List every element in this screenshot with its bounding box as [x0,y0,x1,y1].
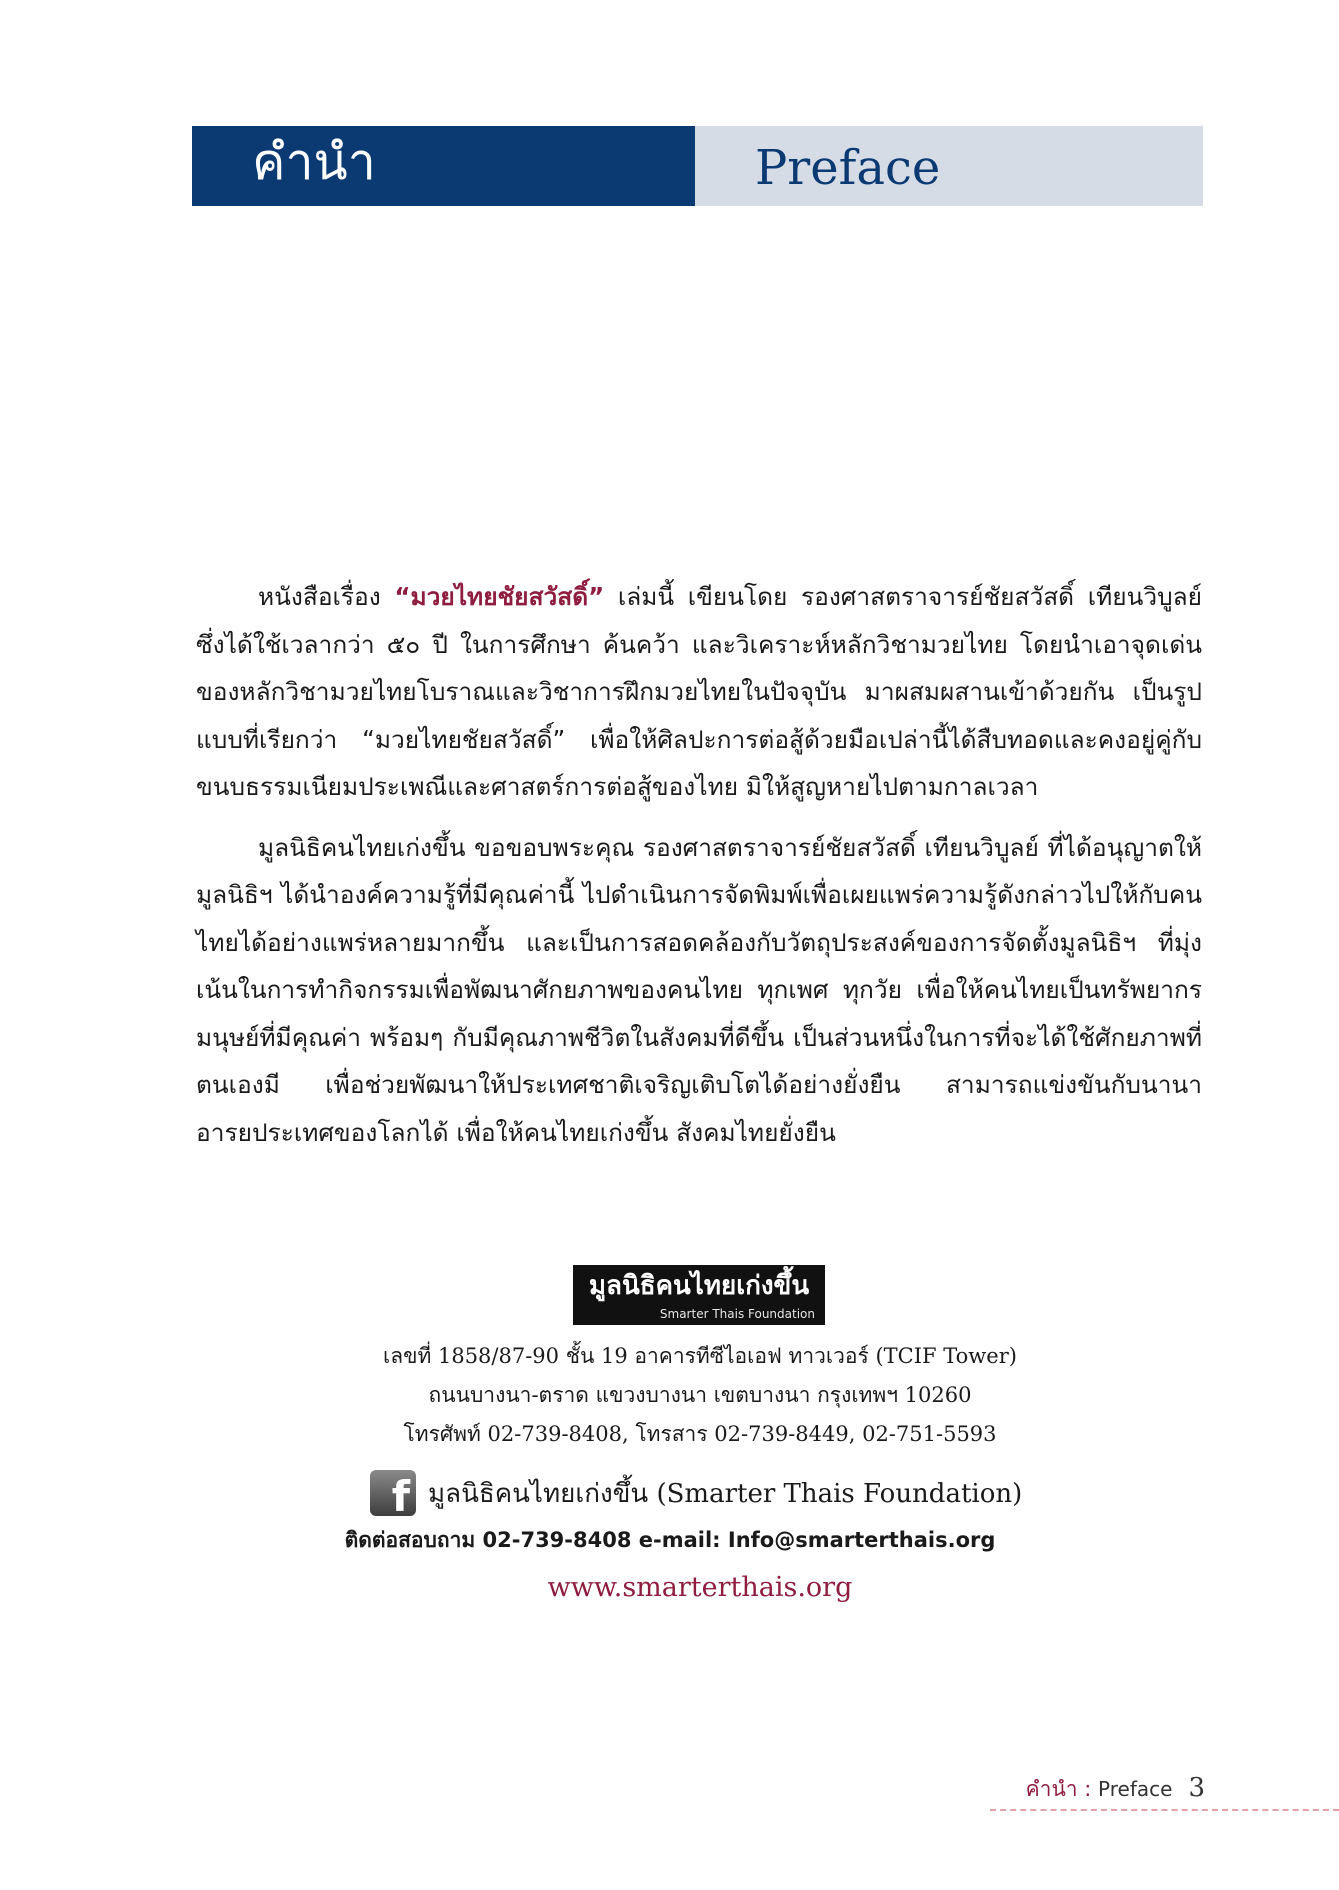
foundation-logo-thai: มูลนิธิคนไทยเก่งขึ้น [588,1271,810,1301]
contact-line: ติดต่อสอบถาม 02-739-8408 e-mail: Info@smarterthais.org [344,1528,996,1552]
page-title-english: Preface [755,140,941,196]
foundation-logo [573,1265,825,1325]
paragraph-1-rest: เล่มนี้ เขียนโดย รองศาสตราจารย์ชัยสวัสดิ์ เทียนวิบูลย์ ซึ่งได้ใช้เวลากว่า ๕๐ ปี ในการศึกษา ค้นคว้า และวิเคราะห์หลักวิชามวยไทย โดยนำเอาจุดเด่นของหลักวิชามวยไทยโบราณและวิชาการฝึกมวยไทยในปัจจุบัน มาผสมผสานเข้าด้วยกัน เป็นรูปแบบที่เรียกว่า “มวยไทยชัยสวัสดิ์” เพื่อให้ศิลปะการต่อสู้ด้วยมือเปล่านี้ได้สืบทอดและคงอยู่คู่กับขนบธรรมเนียมประเพณีและศาสตร์การต่อสู้ของไทย มิให้สูญหายไปตามกาลเวลา [196,582,1202,801]
paragraph-1-lead: หนังสือเรื่อง [258,582,395,611]
address-line-3: โทรศัพท์ 02-739-8408, โทรสาร 02-739-8449, 02-751-5593 [403,1422,997,1446]
paragraph-2: มูลนิธิคนไทยเก่งขึ้น ขอขอบพระคุณ รองศาสตราจารย์ชัยสวัสดิ์ เทียนวิบูลย์ ที่ได้อนุญาตให้มูลนิธิฯ ได้นำองค์ความรู้ที่มีคุณค่านี้ ไปดำเนินการจัดพิมพ์เพื่อเผยแพร่ความรู้ดังกล่าวไปให้กับคนไทยได้อย่างแพร่หลายมากขึ้น และเป็นการสอดคล้องกับวัตถุประสงค์ของการจัดตั้งมูลนิธิฯ ที่มุ่งเน้นในการทำกิจกรรมเพื่อพัฒนาศักยภาพของคนไทย ทุกเพศ ทุกวัย เพื่อให้คนไทยเป็นทรัพยากรมนุษย์ที่มีคุณค่า พร้อมๆ กับมีคุณภาพชีวิตในสังคมที่ดีขึ้น เป็นส่วนหนึ่งในการที่จะได้ใช้ศักยภาพที่ตนเองมี เพื่อช่วยพัฒนาให้ประเทศชาติเจริญเติบโตได้อย่างยั่งยืน สามารถแข่งขันกับนานาอารยประเทศของโลกได้ เพื่อให้คนไทยเก่งขึ้น สังคมไทยยั่งยืน [196,832,1202,1147]
header-left-panel [192,126,695,206]
facebook-row[interactable] [370,1470,1050,1521]
body-text [196,573,1202,1169]
page-number: 3 [1188,1773,1205,1803]
footer-section-english: Preface [1098,1777,1173,1801]
address-line-1: เลขที่ 1858/87-90 ชั้น 19 อาคารทีซีไอเอฟ ทาวเวอร์ (TCIF Tower) [383,1344,1017,1368]
footer-section-thai: คำนำ [1025,1777,1078,1801]
header-right-panel [695,126,1203,206]
facebook-label[interactable]: มูลนิธิคนไทยเก่งขึ้น (Smarter Thais Foundation) [428,1479,1023,1509]
website-link[interactable]: www.smarterthais.org [547,1572,853,1603]
foundation-logo-english: Smarter Thais Foundation [659,1307,815,1321]
footer-separator: : [1077,1777,1099,1801]
facebook-icon-glyph: f [391,1472,410,1521]
facebook-icon[interactable] [370,1470,416,1521]
footer-divider [990,1809,1339,1811]
paragraph-1 [196,573,1202,811]
page-title-thai: คำนำ [252,133,376,191]
book-title: “มวยไทยชัยสวัสดิ์” [394,582,605,611]
address-line-2: ถนนบางนา-ตราด แขวงบางนา เขตบางนา กรุงเทพฯ 10260 [428,1383,972,1407]
page-footer [990,1772,1205,1807]
